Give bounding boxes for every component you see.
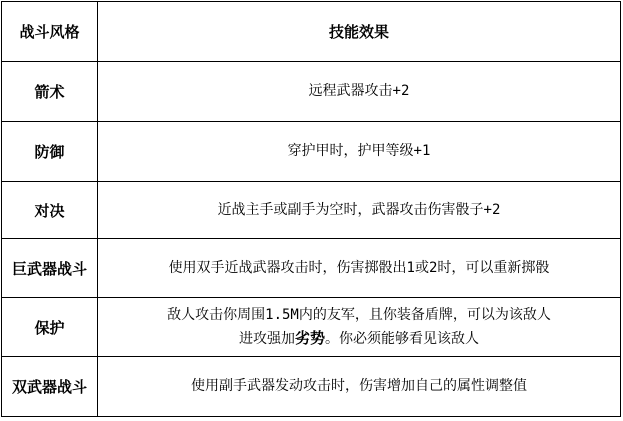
table-row xyxy=(2,182,621,239)
table-row xyxy=(2,239,621,298)
style-name: 箭术 xyxy=(2,62,98,122)
style-name: 防御 xyxy=(2,122,98,182)
effect-text: 。你必须能够看见该敌人 xyxy=(325,330,479,347)
style-name: 保护 xyxy=(2,298,98,357)
style-name: 巨武器战斗 xyxy=(2,239,98,298)
effect-line-2 xyxy=(106,327,612,351)
effect-line-1: 敌人攻击你周围1.5M内的友军，且你装备盾牌，可以为该敌人 xyxy=(167,306,551,323)
table-row xyxy=(2,357,621,417)
style-name: 双武器战斗 xyxy=(2,357,98,417)
style-effect: 穿护甲时，护甲等级+1 xyxy=(98,122,621,182)
table-row xyxy=(2,122,621,182)
style-effect: 近战主手或副手为空时，武器攻击伤害骰子+2 xyxy=(98,182,621,239)
style-name: 对决 xyxy=(2,182,98,239)
table-row xyxy=(2,298,621,357)
effect-text: 进攻强加 xyxy=(238,330,295,347)
table-row xyxy=(2,62,621,122)
fighting-style-table xyxy=(1,1,621,417)
style-effect: 使用双手近战武器攻击时，伤害掷骰出1或2时，可以重新掷骰 xyxy=(98,239,621,298)
style-effect: 远程武器攻击+2 xyxy=(98,62,621,122)
table-header-row xyxy=(2,2,621,62)
disadvantage-keyword: 劣势 xyxy=(294,328,325,347)
style-effect xyxy=(98,298,621,357)
header-skill-effect: 技能效果 xyxy=(98,2,621,62)
style-effect: 使用副手武器发动攻击时，伤害增加自己的属性调整值 xyxy=(98,357,621,417)
header-fighting-style: 战斗风格 xyxy=(2,2,98,62)
